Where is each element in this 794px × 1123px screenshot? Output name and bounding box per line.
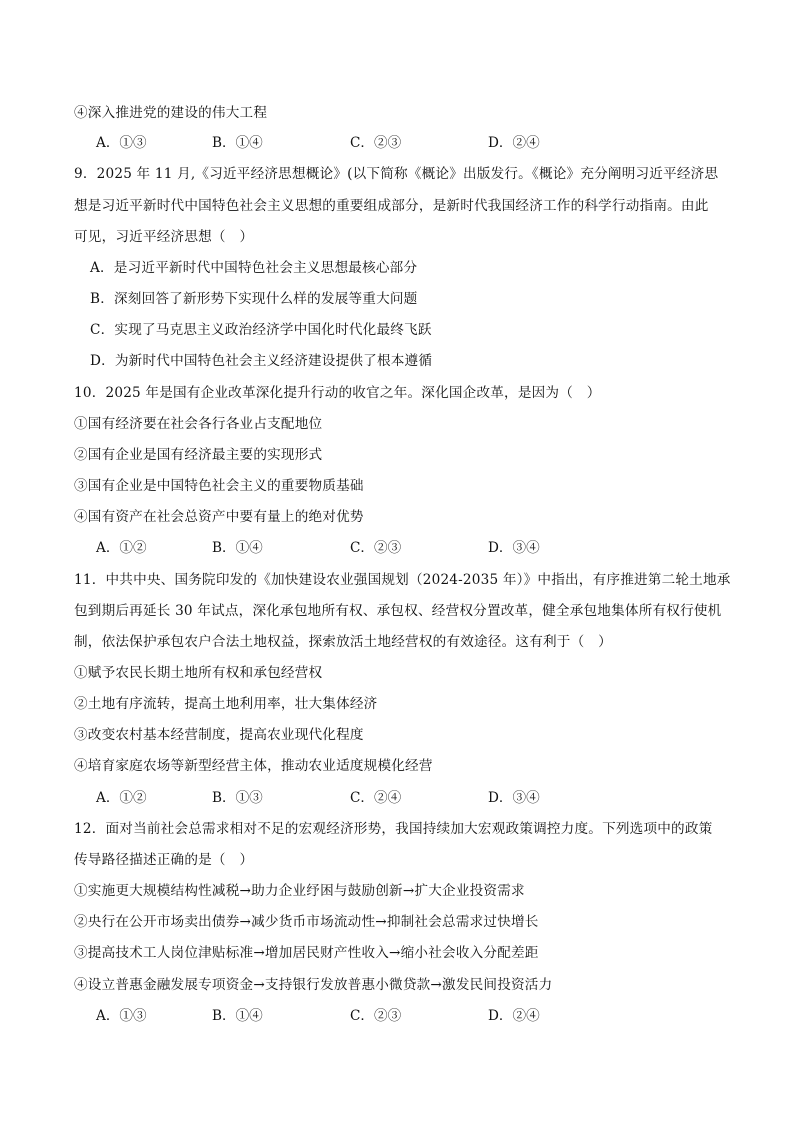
- q11-option-c[interactable]: C．②④: [350, 790, 402, 806]
- q10-option-c[interactable]: C．②③: [350, 540, 402, 556]
- q9-option-c[interactable]: C．实现了马克思主义政治经济学中国化时代化最终飞跃: [90, 322, 432, 338]
- q11-item-4: ④培育家庭农场等新型经营主体，推动农业适度规模化经营: [74, 758, 433, 774]
- q12-option-b[interactable]: B．①④: [212, 1008, 263, 1024]
- q12-item-2: ②央行在公开市场卖出债券→减少货币市场流动性→抑制社会总需求过快增长: [74, 914, 539, 930]
- q8-options: [96, 133, 656, 153]
- q10-options: [96, 538, 656, 558]
- q12-option-d[interactable]: D．②④: [488, 1008, 540, 1024]
- q9-stem-line-2: 想是习近平新时代中国特色社会主义思想的重要组成部分，是新时代我国经济工作的科学行动指南。由此: [74, 198, 709, 214]
- q8-option-c[interactable]: C．②③: [350, 135, 402, 151]
- q12-item-4: ④设立普惠金融发展专项资金→支持银行发放普惠小微贷款→激发民间投资活力: [74, 977, 553, 993]
- q12-stem-line-1: 12．面对当前社会总需求相对不足的宏观经济形势，我国持续加大宏观政策调控力度。下列选项中的政策: [74, 821, 713, 837]
- q10-item-3: ③国有企业是中国特色社会主义的重要物质基础: [74, 478, 364, 494]
- q11-option-a[interactable]: A．①②: [96, 790, 147, 806]
- q9-stem-line-3: 可见，习近平经济思想（ ）: [74, 229, 254, 245]
- q11-item-2: ②土地有序流转，提高土地利用率，壮大集体经济: [74, 696, 378, 712]
- q8-option-b[interactable]: B．①④: [212, 135, 263, 151]
- q8-option-d[interactable]: D．②④: [488, 135, 540, 151]
- q12-option-c[interactable]: C．②③: [350, 1008, 402, 1024]
- q12-stem-line-2: 传导路径描述正确的是（ ）: [74, 852, 254, 868]
- q9-stem-line-1: 9．2025 年 11 月,《习近平经济思想概论》(以下简称《概论》出版发行。《概论》充分阐明习近平经济思: [74, 166, 719, 182]
- q11-stem-line-2: 包到期后再延长 30 年试点，深化承包地所有权、承包权、经营权分置改革，健全承包地集体所有权行使机: [74, 603, 722, 619]
- q12-item-3: ③提高技术工人岗位津贴标准→增加居民财产性收入→缩小社会收入分配差距: [74, 945, 539, 961]
- q11-options: [96, 788, 656, 808]
- q11-item-1: ①赋予农民长期土地所有权和承包经营权: [74, 665, 323, 681]
- q11-option-b[interactable]: B．①③: [212, 790, 263, 806]
- q11-item-3: ③改变农村基本经营制度，提高农业现代化程度: [74, 727, 364, 743]
- q10-option-b[interactable]: B．①④: [212, 540, 263, 556]
- q10-option-a[interactable]: A．①②: [96, 540, 147, 556]
- q8-option-a[interactable]: A．①③: [96, 135, 147, 151]
- q11-option-d[interactable]: D．③④: [488, 790, 540, 806]
- q10-option-d[interactable]: D．③④: [488, 540, 540, 556]
- q10-item-4: ④国有资产在社会总资产中要有量上的绝对优势: [74, 509, 364, 525]
- q8-item-4: ④深入推进党的建设的伟大工程: [74, 105, 268, 121]
- q11-stem-line-3: 制，依法保护承包农户合法土地权益，探索放活土地经营权的有效途径。这有利于（ ）: [74, 634, 612, 650]
- q9-option-a[interactable]: A．是习近平新时代中国特色社会主义思想最核心部分: [90, 260, 418, 276]
- q12-item-1: ①实施更大规模结构性减税→助力企业纾困与鼓励创新→扩大企业投资需求: [74, 883, 525, 899]
- q9-option-b[interactable]: B．深刻回答了新形势下实现什么样的发展等重大问题: [90, 291, 418, 307]
- q10-item-2: ②国有企业是国有经济最主要的实现形式: [74, 447, 323, 463]
- q9-option-d[interactable]: D．为新时代中国特色社会主义经济建设提供了根本遵循: [90, 353, 433, 369]
- q11-stem-line-1: 11．中共中央、国务院印发的《加快建设农业强国规划（2024-2035 年）》中指出，有序推进第二轮土地承: [74, 572, 731, 588]
- q12-options: [96, 1006, 656, 1026]
- q10-stem: 10．2025 年是国有企业改革深化提升行动的收官之年。深化国企改革，是因为（ ）: [74, 385, 601, 401]
- q10-item-1: ①国有经济要在社会各行各业占支配地位: [74, 416, 323, 432]
- q12-option-a[interactable]: A．①③: [96, 1008, 147, 1024]
